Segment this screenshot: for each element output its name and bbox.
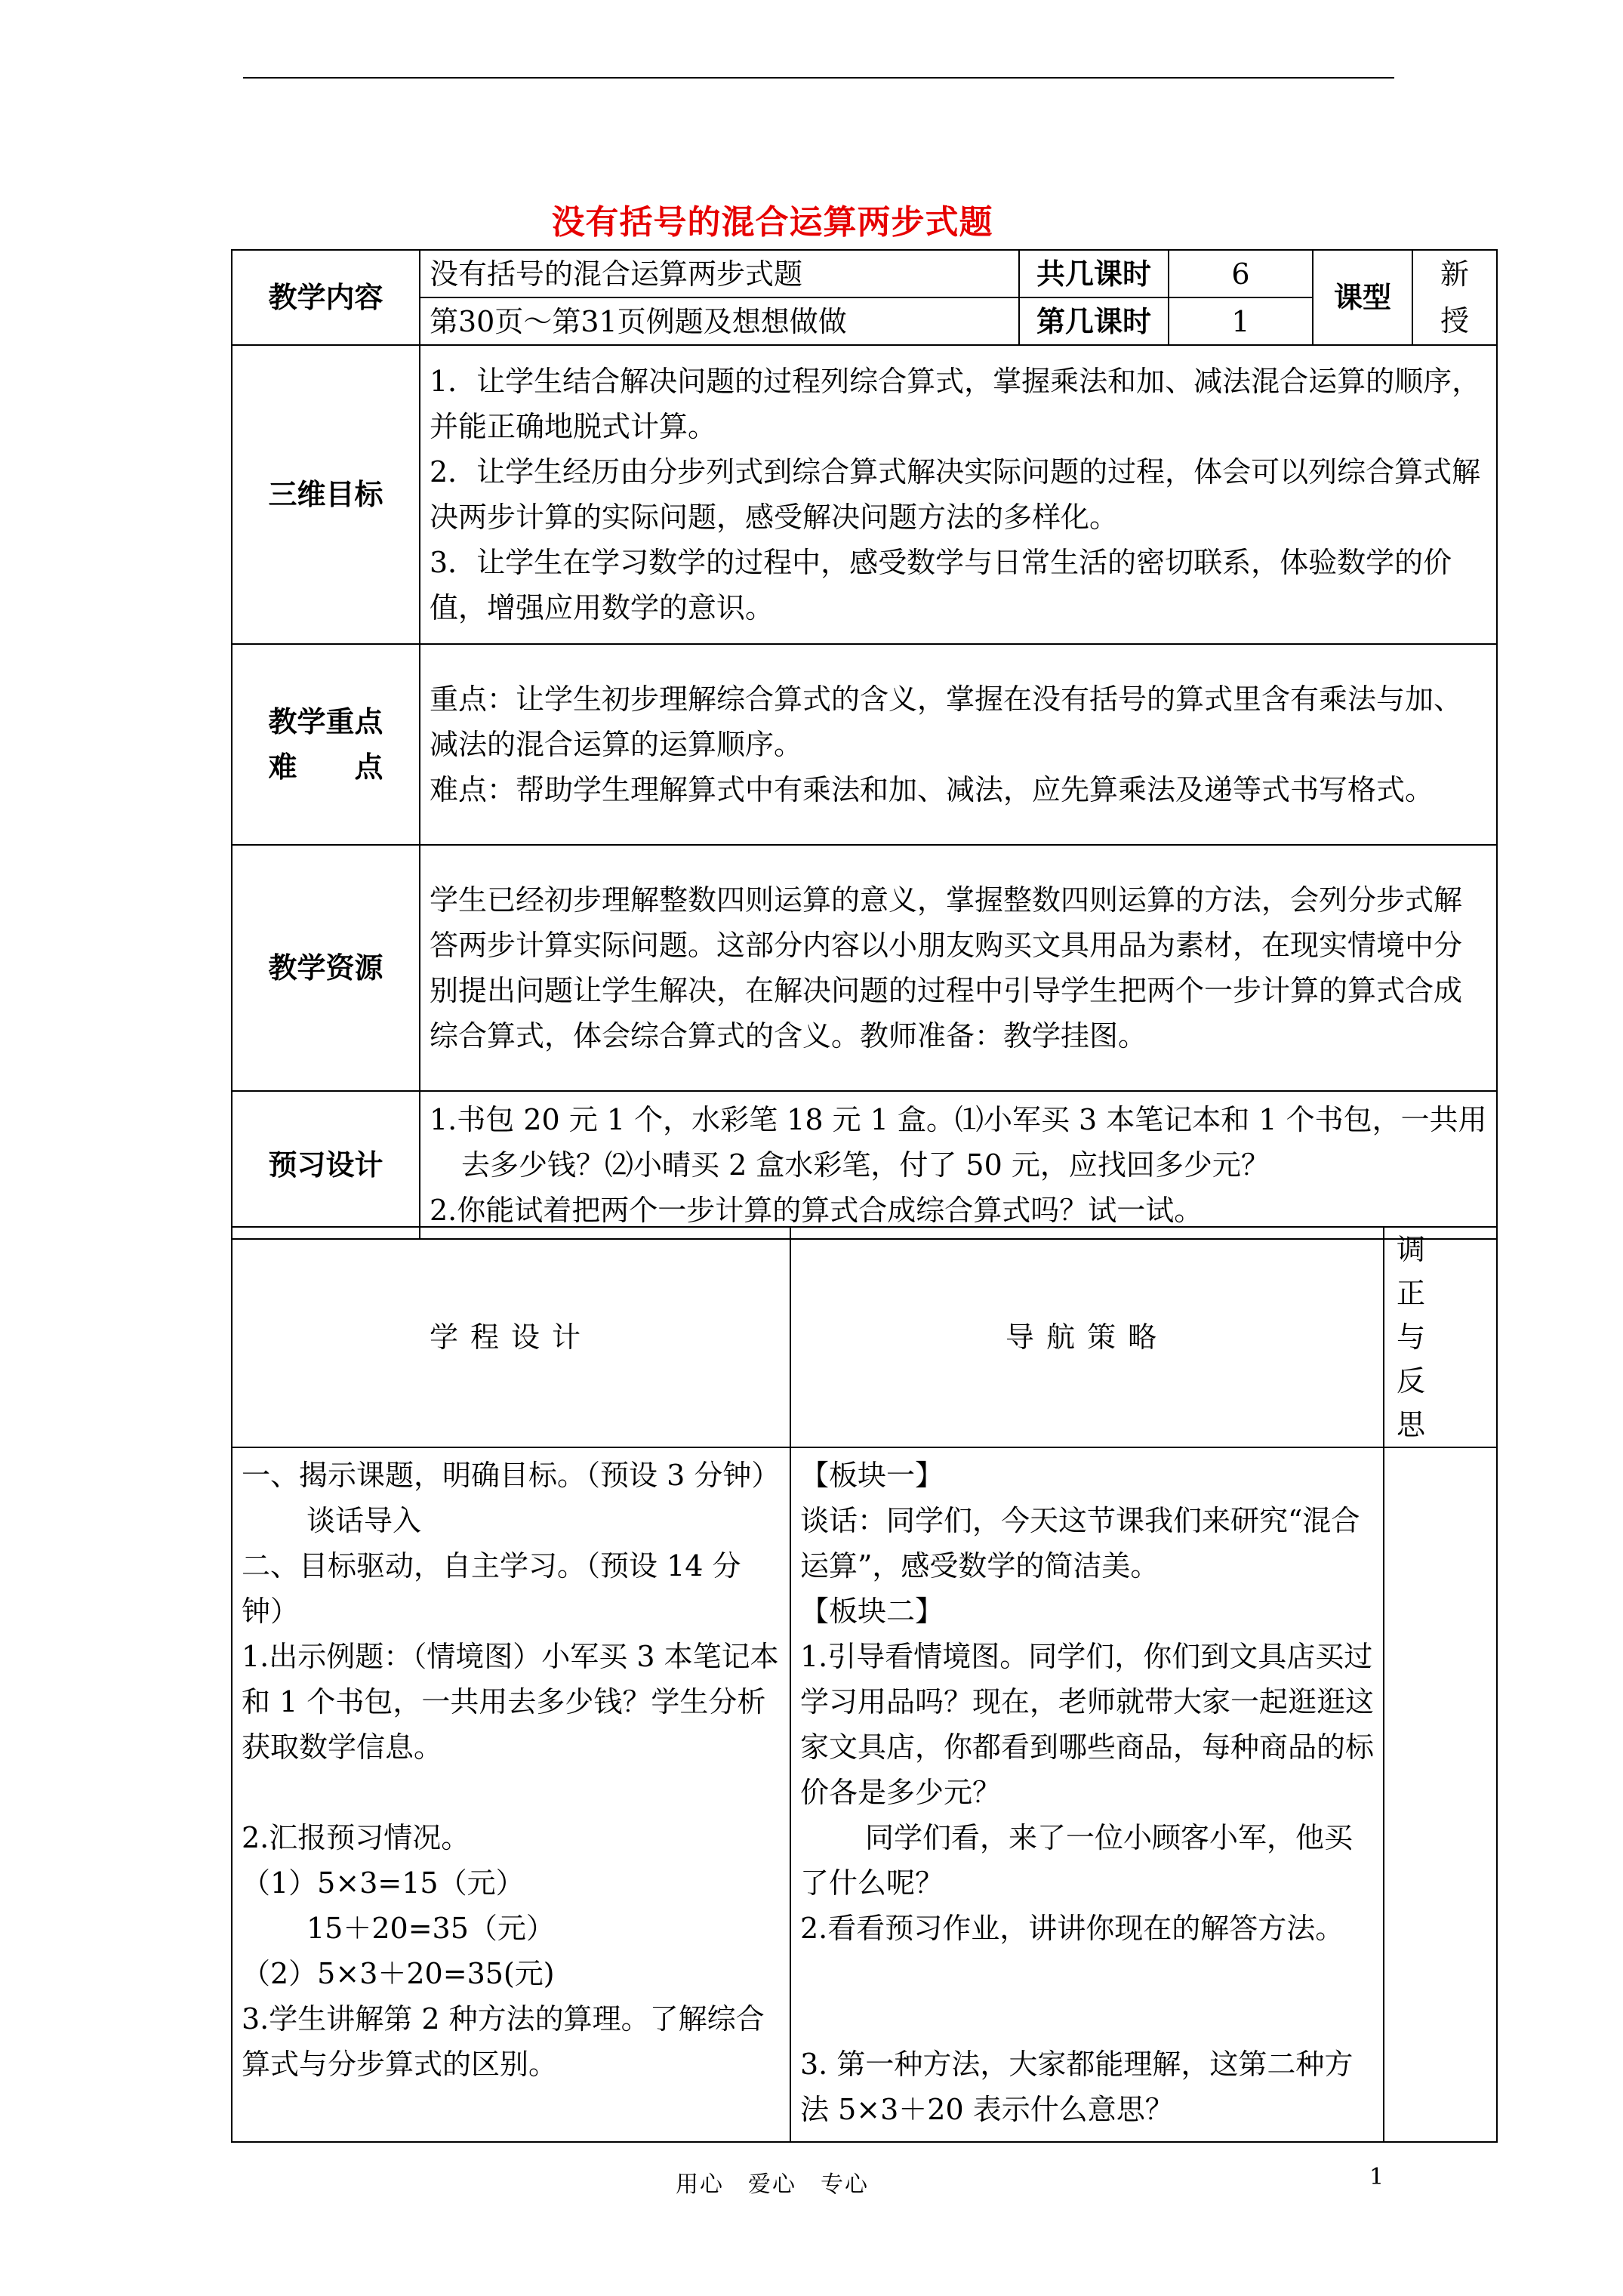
footer-motto: 用心 爱心 专心 (676, 2171, 869, 2198)
spacer (800, 1996, 1374, 2042)
goal-item: 2．让学生经历由分步列式到综合算式解决实际问题的过程，体会可以列综合算式解决两步计算的实际问题，感受解决问题方法的多样化。 (430, 455, 1481, 534)
document-title: 没有括号的混合运算两步式题 (551, 203, 993, 242)
difficult-point: 难点：帮助学生理解算式中有乘法和加、减法，应先算乘法及递等式书写格式。 (430, 773, 1434, 806)
lesson-process-table (231, 1226, 1498, 2143)
nth-lesson-value: 1 (1169, 297, 1313, 345)
lesson-type-label: 课型 (1313, 250, 1412, 345)
total-lessons-label: 共几课时 (1019, 250, 1169, 297)
process-cell (232, 1447, 790, 2142)
spacer (800, 1951, 1374, 1996)
calc1: （1）5×3=15（元） (242, 1866, 525, 1900)
header-rule (243, 77, 1394, 79)
goal-item: 1．让学生结合解决问题的过程列综合算式，掌握乘法和加、减法混合运算的顺序，并能正确地脱式计算。 (430, 365, 1481, 443)
column-header-strategy: 导航策略 (790, 1227, 1384, 1447)
preview-cell (420, 1091, 1497, 1239)
key-points-label (232, 644, 420, 845)
key-points-cell (420, 644, 1497, 845)
explain-text: 3.学生讲解第 2 种方法的算理。了解综合算式与分步算式的区别。 (242, 2002, 765, 2081)
example-text: 1.出示例题：（情境图）小军买 3 本笔记本和 1 个书包，一共用去多少钱？学生分析获取数学信息。 (242, 1640, 779, 1764)
page-number: 1 (1369, 2164, 1384, 2190)
key-point: 重点：让学生初步理解综合算式的含义，掌握在没有括号的算式里含有乘法与加、减法的混合运算的运算顺序。 (430, 683, 1463, 761)
report-text: 2.汇报预习情况。 (242, 1821, 470, 1854)
column-header-process: 学程设计 (232, 1227, 790, 1447)
reflection-cell (1384, 1447, 1497, 2142)
strategy-cell (790, 1447, 1384, 2142)
goals-cell (420, 345, 1497, 644)
preview-item: 1.书包 20 元 1 个，水彩笔 18 元 1 盒。⑴小军买 3 本笔记本和 1 个书包，一共用去多少钱？⑵小晴买 2 盒水彩笔，付了 50 元，应找回多少元？ (430, 1103, 1487, 1182)
goal-item: 3．让学生在学习数学的过程中，感受数学与日常生活的密切联系，体验数学的价值，增强应用数学的意识。 (430, 546, 1452, 624)
block2-label: 【板块二】 (800, 1595, 944, 1628)
preview-item: 2.你能试着把两个一步计算的算式合成综合算式吗？试一试。 (430, 1194, 1203, 1227)
content-line2: 第30页～第31页例题及想想做做 (420, 297, 1019, 345)
step1-sub: 谈话导入 (306, 1504, 422, 1537)
calc2: （2）5×3＋20=35(元) (242, 1957, 555, 1990)
goals-label: 三维目标 (232, 345, 420, 644)
key-label-line1: 教学重点 (268, 704, 383, 738)
step1-title: 一、揭示课题，明确目标。（预设 3 分钟） (242, 1459, 781, 1492)
resources-text: 学生已经初步理解整数四则运算的意义，掌握整数四则运算的方法，会列分步式解答两步计算实际问题。这部分内容以小朋友购买文具用品为素材，在现实情境中分别提出问题让学生解决，在解决问题的过程中引导学生把两个一步计算的算式合成综合算式，体会综合算式的含义。教师准备：教学挂图。 (420, 845, 1497, 1091)
nth-lesson-label: 第几课时 (1019, 297, 1169, 345)
customer-text: 同学们看，来了一位小顾客小军，他买了什么呢？ (800, 1821, 1354, 1900)
method-text: 3. 第一种方法，大家都能理解，这第二种方法 5×3＋20 表示什么意思？ (800, 2048, 1354, 2126)
step2-title: 二、目标驱动，自主学习。（预设 14 分钟） (242, 1549, 741, 1628)
preview-label: 预习设计 (232, 1091, 420, 1239)
total-lessons-value: 6 (1169, 250, 1313, 297)
spacer (242, 1770, 781, 1815)
key-label-line2: 难 点 (268, 750, 383, 784)
calc1b: 15＋20=35（元） (306, 1912, 555, 1945)
talk-text: 谈话：同学们，今天这节课我们来研究“混合运算”，感受数学的简洁美。 (800, 1504, 1360, 1583)
content-label: 教学内容 (232, 250, 420, 345)
block1-label: 【板块一】 (800, 1459, 944, 1492)
lesson-info-table (231, 249, 1498, 1240)
resources-label: 教学资源 (232, 845, 420, 1091)
homework-text: 2.看看预习作业，讲讲你现在的解答方法。 (800, 1912, 1344, 1945)
lesson-type-value: 新授 (1412, 250, 1497, 345)
content-line1: 没有括号的混合运算两步式题 (420, 250, 1019, 297)
column-header-reflection: 调正与反思 (1384, 1227, 1497, 1447)
guide-text: 1.引导看情境图。同学们，你们到文具店买过学习用品吗？现在，老师就带大家一起逛逛这家文具店，你都看到哪些商品，每种商品的标价各是多少元？ (800, 1640, 1375, 1809)
